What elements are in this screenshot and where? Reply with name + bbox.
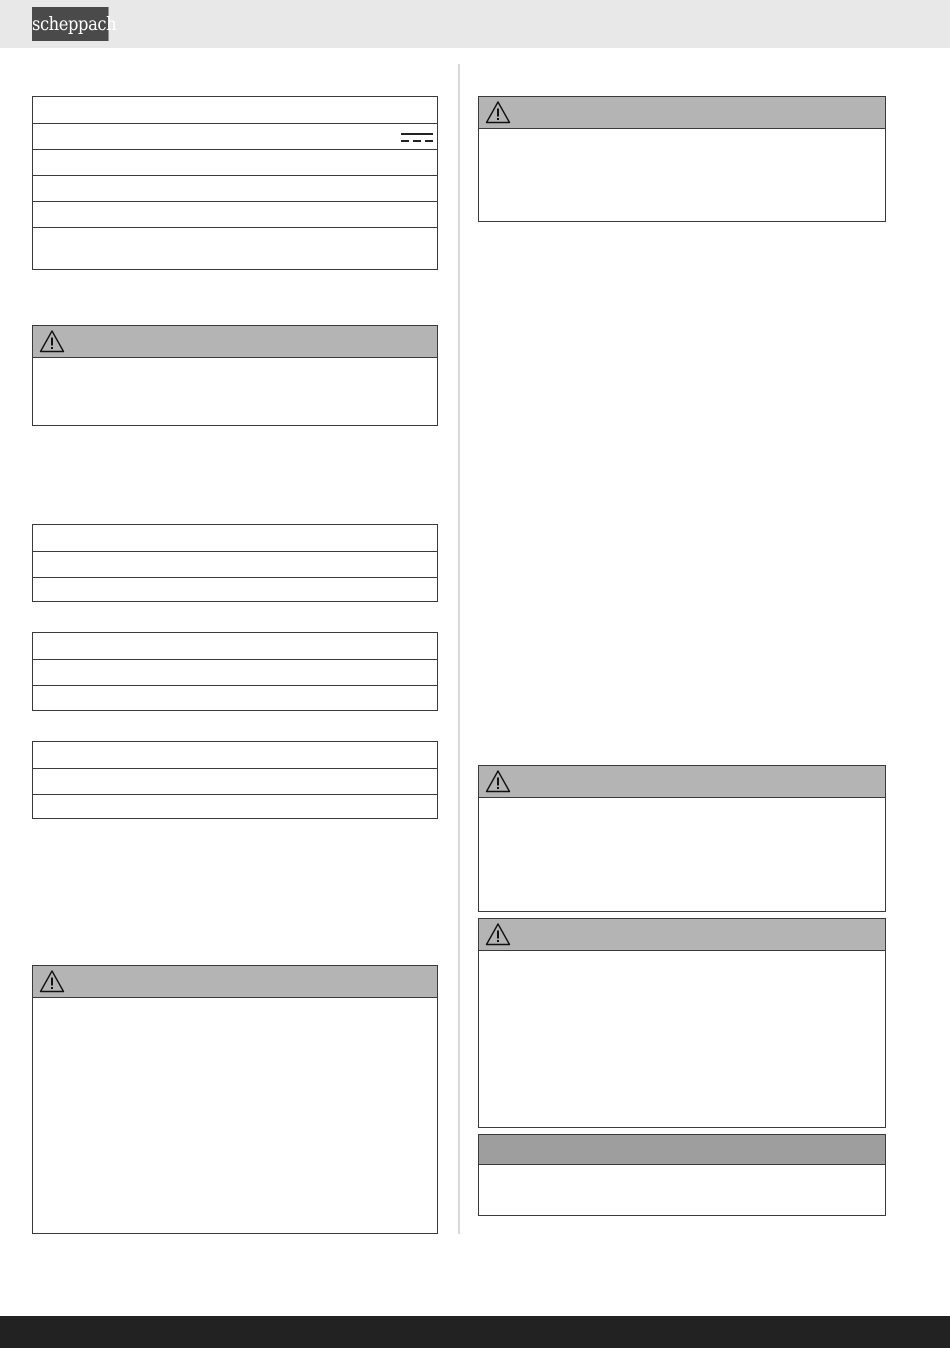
dc-current-icon (401, 130, 433, 144)
warning-box (32, 965, 438, 1234)
warning-triangle-icon (39, 969, 65, 993)
table-row (33, 149, 437, 175)
table-row (33, 742, 437, 768)
warning-box (32, 325, 438, 426)
table-row (33, 577, 437, 601)
note-header (479, 1135, 885, 1165)
table-row (33, 175, 437, 201)
table-row (33, 123, 437, 149)
page-header (0, 0, 950, 48)
table-row (33, 768, 437, 794)
warning-box (478, 918, 886, 1128)
spec-table (32, 524, 438, 602)
brand-logo: scheppach (32, 7, 109, 41)
column-divider (458, 64, 460, 1234)
spec-table (32, 741, 438, 819)
warning-triangle-icon (485, 922, 511, 946)
table-row (33, 227, 437, 269)
table-row (33, 633, 437, 659)
note-box (478, 1134, 886, 1216)
table-row (33, 794, 437, 818)
warning-header (33, 326, 437, 358)
spec-table (32, 632, 438, 711)
warning-triangle-icon (485, 100, 511, 124)
warning-box (478, 765, 886, 912)
technical-data-table (32, 96, 438, 270)
warning-triangle-icon (39, 329, 65, 353)
table-row (33, 659, 437, 685)
page-footer (0, 1316, 950, 1348)
table-row (33, 525, 437, 551)
table-row (33, 201, 437, 227)
warning-box (478, 96, 886, 222)
table-row (33, 551, 437, 577)
warning-header (479, 97, 885, 129)
warning-header (479, 919, 885, 951)
table-row (33, 97, 437, 123)
warning-header (479, 766, 885, 798)
warning-triangle-icon (485, 769, 511, 793)
table-row (33, 685, 437, 710)
warning-header (33, 966, 437, 998)
